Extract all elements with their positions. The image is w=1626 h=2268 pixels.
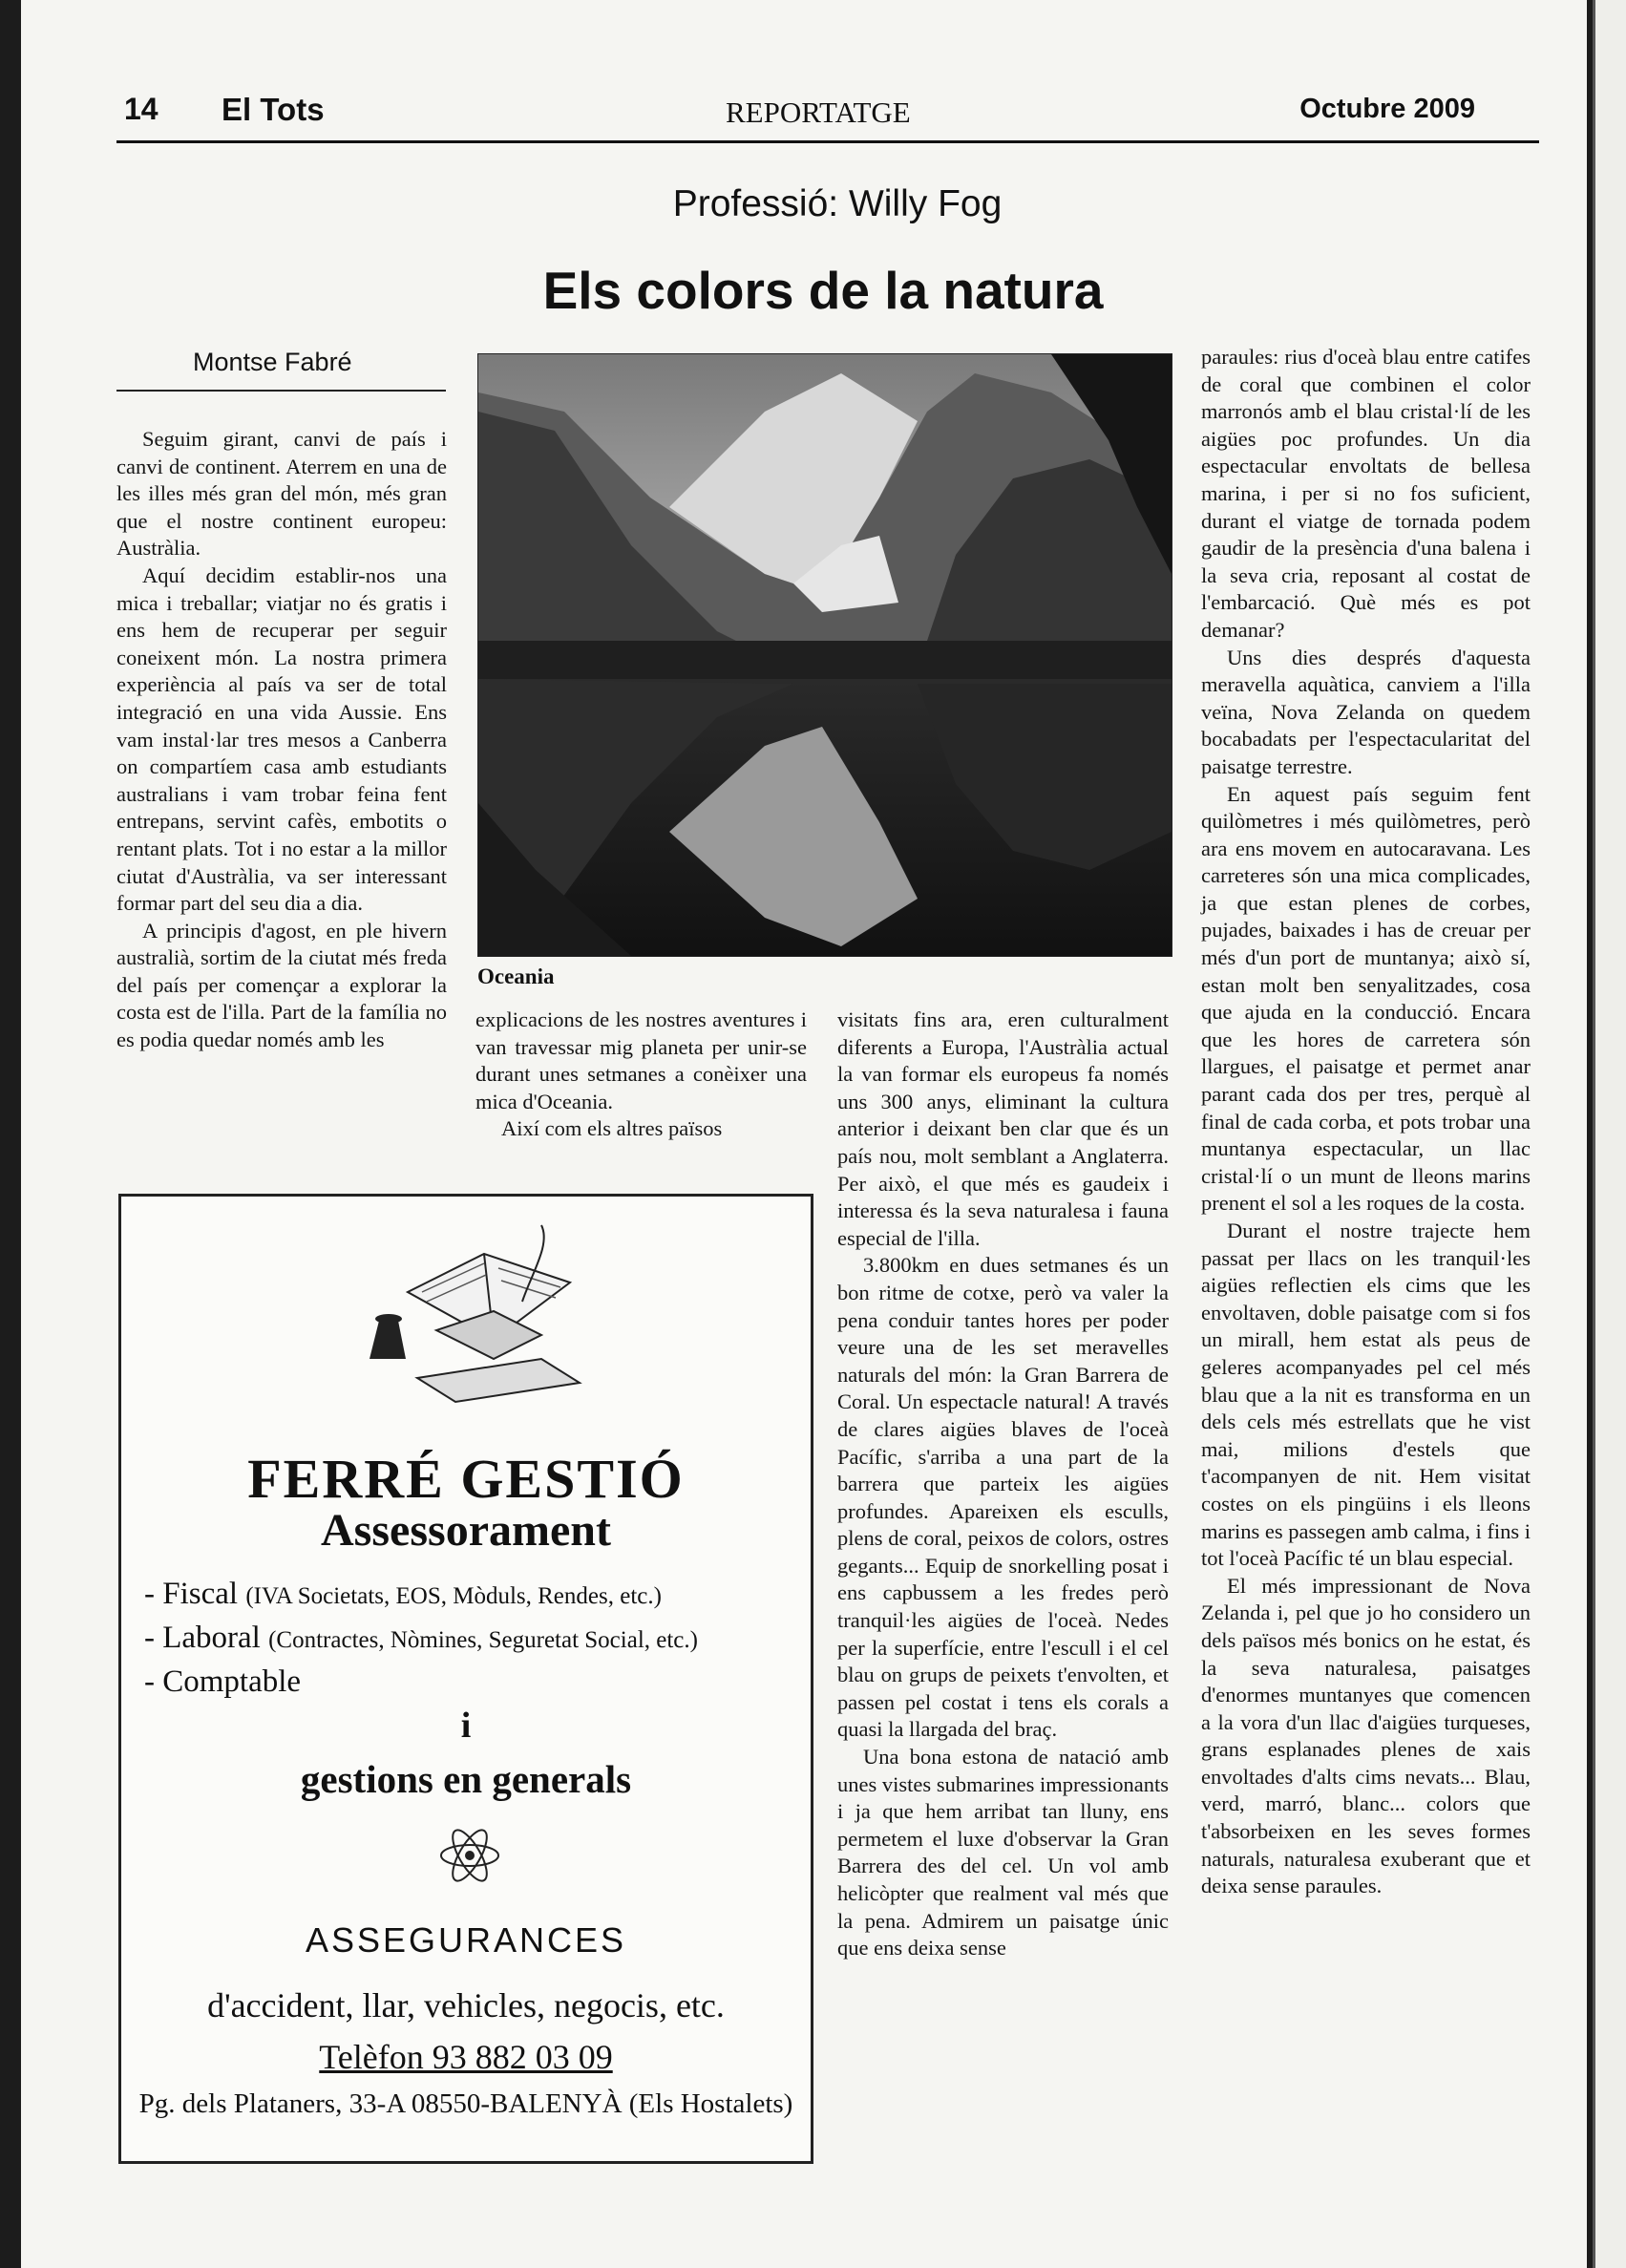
photo-caption: Oceania [477, 964, 555, 988]
ad-service-laboral [144, 1621, 698, 1656]
article-column-2 [475, 1007, 807, 1143]
ad-phone: Telèfon 93 882 03 09 [319, 2038, 613, 2076]
ad-insurance-detail: d'accident, llar, vehicles, negocis, etc. [207, 1986, 725, 2024]
paragraph: paraules: rius d'oceà blau entre catifes de coral que combinen el color marronós amb el blau cristal·lí de les aigües poc profundes. Un dia espectacular envoltats de bellesa marina, i per si no fos suficient, durant el viatge de tornada podem gaudir de la presència d'una balena i la seva cria, reposant al costat de l'embarcació. Què més es pot demanar? [1201, 345, 1531, 642]
ad-conjunction: i [460, 1706, 472, 1746]
adjacent-page-edge [1593, 0, 1626, 2268]
paragraph: 3.800km en dues setmanes és un bon ritme de cotxe, però va valer la pena conduir tantes hores per poder veure una de les set meravelles naturals del món: la Gran Barrera de Coral. Un espectacle natural! A través de clares aigües blaves de l'oceà Pacífic, s'arriba a una part de la barrera que parteix les aigües profundes. Apareixen els esculls, plens de coral, peixos de colors, ostres gegants... Equip de snorkelling posat i ens capbussem a les fredes però tranquil·les aigües de l'oceà. Nedes per la superfície, entre l'escull i el cel blau on grups de peixets t'envolten, et passen pel costat i tens els corals a quasi la llargada del braç. [837, 1253, 1169, 1742]
ad-service-label: - Fiscal [144, 1577, 239, 1611]
paragraph: visitats fins ara, eren culturalment diferents a Europa, l'Austràlia actual la van formar els europeus fa només uns 300 anys, eliminant la cultura anterior i deixant ben clar que és un país nou, molt semblant a Anglaterra. Per això, el que més es gaudeix i interessa és la seva naturalesa i fauna especial de l'illa. [837, 1007, 1169, 1250]
ad-service-detail: (Contractes, Nòmines, Seguretat Social, etc.) [268, 1627, 698, 1653]
issue-date: Octubre 2009 [1299, 94, 1475, 124]
page-number: 14 [124, 92, 158, 126]
ad-subtitle: Assessorament [321, 1505, 611, 1556]
article-column-4 [1201, 344, 1531, 1900]
newspaper-page [21, 0, 1587, 2268]
publication-name: El Tots [222, 92, 325, 127]
atom-icon [436, 1822, 503, 1889]
paragraph: Així com els altres països [501, 1116, 723, 1141]
mountain-lake-image [478, 354, 1172, 956]
author-rule [116, 390, 446, 392]
ad-service-comptable: - Comptable [144, 1664, 302, 1699]
ad-service-label: - Laboral [144, 1621, 261, 1655]
paragraph: Una bona estona de natació amb unes vistes submarines impressionants i ja que hem arribat tan lluny, ens permetem el luxe d'observar la Gran Barrera des del cel. Un vol amb helicòpter que realment val més que la pena. Admirem un paisatge únic que ens deixa sense [837, 1745, 1169, 1961]
ad-service-detail: (IVA Societats, EOS, Mòduls, Rendes, etc.) [245, 1583, 662, 1609]
paragraph: Uns dies després d'aquesta meravella aquàtica, canviem a l'illa veïna, Nova Zelanda on quedem bocabadats per l'espectacularitat del paisatge terrestre. [1201, 645, 1531, 778]
landscape-photo [477, 353, 1172, 957]
article-column-1 [116, 426, 447, 1054]
ad-gestions: gestions en generals [300, 1757, 632, 1801]
paragraph: Durant el nostre trajecte hem passat per llacs on les tranquil·les aigües reflectien els cims que les envoltaven, doble paisatge com si fos un mirall, hem estat als peus de geleres acompanyades pel cel més blau que a la nit es transforma en un dels cels més estrellats que he vist mai, milions d'estels que t'acompanyen de nit. Hem visitat costes on els pingüins i els lleons marins es passegen amb calma, i fins i tot l'oceà Pacífic té un blau especial. [1201, 1219, 1531, 1571]
ad-company-name: FERRÉ GESTIÓ [247, 1448, 685, 1510]
article-column-3 [837, 1007, 1169, 1962]
paragraph: explicacions de les nostres aventures i van travessar mig planeta per unir-se durant unes setmanes a conèixer una mica d'Oceania. [475, 1007, 807, 1113]
ad-address: Pg. dels Plataners, 33-A 08550-BALENYÀ (Els Hostalets) [138, 2088, 793, 2119]
advertisement-ferre-gestio [118, 1194, 813, 2164]
paragraph: Seguim girant, canvi de país i canvi de continent. Aterrem en una de les illes més gran del món, més gran que el nostre continent europeu: Austràlia. [116, 427, 447, 561]
ad-insurance-title: ASSEGURANCES [305, 1920, 627, 1960]
ad-service-fiscal [144, 1577, 662, 1612]
header-rule [116, 140, 1539, 143]
paragraph: En aquest país seguim fent quilòmetres i més quilòmetres, però ara ens movem en autocaravana. Les carreteres són una mica complicades, ja que estan plenes de corbes, pujades, baixades i has de creuar per més d'un port de muntanya; això sí, estan molt ben senyalitzades, cosa que ajuda en la conducció. Encara que les hores de carretera són llargues, el paisatge et permet anar parant cada dos per tres, perquè al final de cada corba, et pots trobar una muntanya espectacular, un llac cristal·lí o un munt de lleons marins prenent el sol a les roques de la costa. [1201, 781, 1531, 1216]
article-author: Montse Fabré [193, 348, 352, 376]
section-title: REPORTATGE [726, 95, 911, 129]
article-title: Els colors de la natura [542, 261, 1104, 320]
paragraph: Aquí decidim establir-nos una mica i treballar; viatjar no és gratis i ens hem de recuperar per seguir coneixent món. La nostra primera experiència al país va ser de total integració en una vida Aussie. Ens vam instal·lar tres mesos a Canberra on compartíem casa amb estudiants australians i vam trobar feina fent entrepans, servint cafès, embotits o rentant plats. Tot i no estar a la millor ciutat d'Austràlia, va ser interessant formar part del seu dia a dia. [116, 562, 447, 916]
paragraph: El més impressionant de Nova Zelanda i, pel que jo ho considero un dels països més bonics on he estat, és la seva naturalesa, paisatges d'enormes muntanyes que comencen a la vora d'un llac d'aigües turqueses, grans esplanades plenes de xais envoltades d'alts cims nevats... Blau, verd, marró, blanc... colors que t'absorbeixen en les seves formes naturals, naturalesa exuberant que et deixa sense paraules. [1201, 1573, 1531, 1898]
article-kicker: Professió: Willy Fog [672, 183, 1003, 224]
paragraph: A principis d'agost, en ple hivern australià, sortim de la ciutat més freda del país per començar a explorar la costa est de l'illa. Part de la família no es podia quedar només amb les [116, 918, 447, 1052]
inkwell-books-icon [350, 1216, 599, 1407]
